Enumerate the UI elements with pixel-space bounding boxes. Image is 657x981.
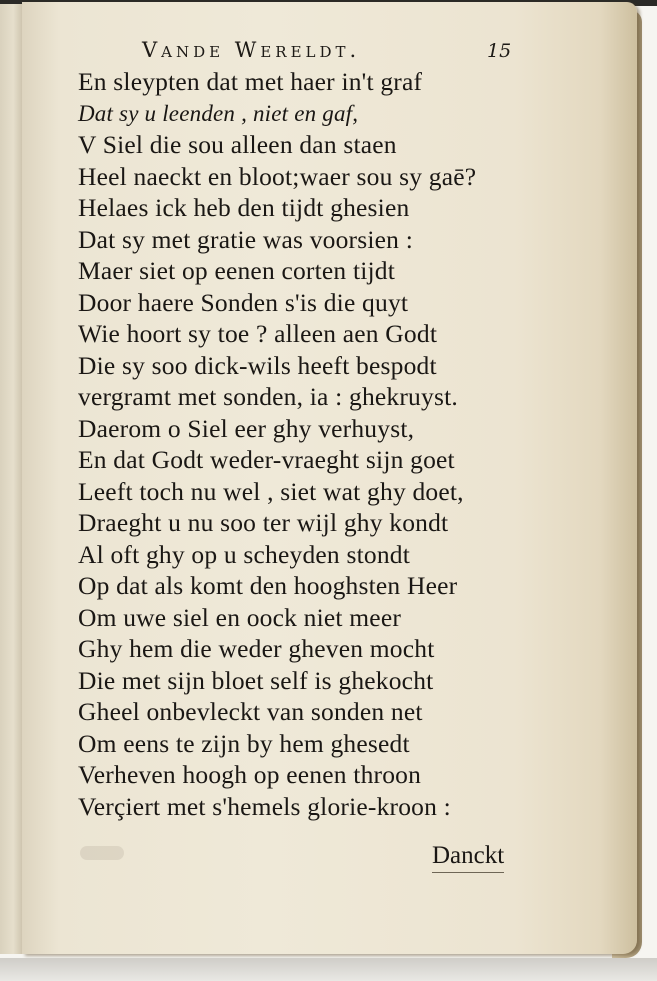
verse-line: Helaes ick heb den tijdt ghesien <box>78 193 410 222</box>
verse-line: Daerom o Siel eer ghy verhuyst, <box>78 413 415 443</box>
verse-line: Die met sijn bloet self is ghekocht <box>78 665 434 695</box>
running-head <box>142 34 522 68</box>
verse-line: Verheven hoogh op eenen throon <box>78 760 422 789</box>
verse-line: Door haere Sonden s'is die quyt <box>78 287 409 317</box>
page-number: 15 <box>487 40 512 62</box>
verse-line: Draeght u nu soo ter wijl ghy kondt <box>78 508 449 537</box>
verse-line: Heel naeckt en bloot;waer sou sy gaē? <box>78 161 477 191</box>
verse-line: vergramt met sonden, ia : ghekruyst. <box>78 382 458 411</box>
verse-line: En sleypten dat met haer in't graf <box>78 67 423 96</box>
verse-line: Dat sy u leenden , niet en gaf, <box>78 100 359 126</box>
verse-line: Leeft toch nu wel , siet wat ghy doet, <box>78 476 464 506</box>
verse-line: Ghy hem die weder gheven mocht <box>78 634 435 663</box>
running-title: Vande Wereldt. <box>142 38 361 62</box>
verse-line: Om uwe siel en oock niet meer <box>78 602 402 632</box>
verse-text <box>78 66 538 886</box>
facing-page-edge <box>0 4 23 954</box>
catchword: Danckt <box>432 842 504 873</box>
verse-line: Om eens te zijn by hem ghesedt <box>78 728 410 758</box>
verse-line: Maer siet op eenen corten tijdt <box>78 256 396 285</box>
verse-line: Op dat als komt den hooghsten Heer <box>78 571 458 600</box>
verse-line: Dat sy met gratie was voorsien : <box>78 224 413 254</box>
verse-line: Verçiert met s'hemels glorie-kroon : <box>78 791 451 821</box>
verse-line: Wie hoort sy toe ? alleen aen Godt <box>78 319 438 348</box>
scan-bottom-edge <box>0 958 657 981</box>
verse-line: Die sy soo dick-wils heeft bespodt <box>78 350 437 380</box>
verse-line: En dat Godt weder-vraeght sijn goet <box>78 445 455 474</box>
verse-line: V Siel die sou alleen dan staen <box>78 130 397 159</box>
verse-line: Al oft ghy op u scheyden stondt <box>78 539 410 569</box>
ink-smudge <box>80 846 124 860</box>
verse-line: Gheel onbevleckt van sonden net <box>78 697 423 726</box>
